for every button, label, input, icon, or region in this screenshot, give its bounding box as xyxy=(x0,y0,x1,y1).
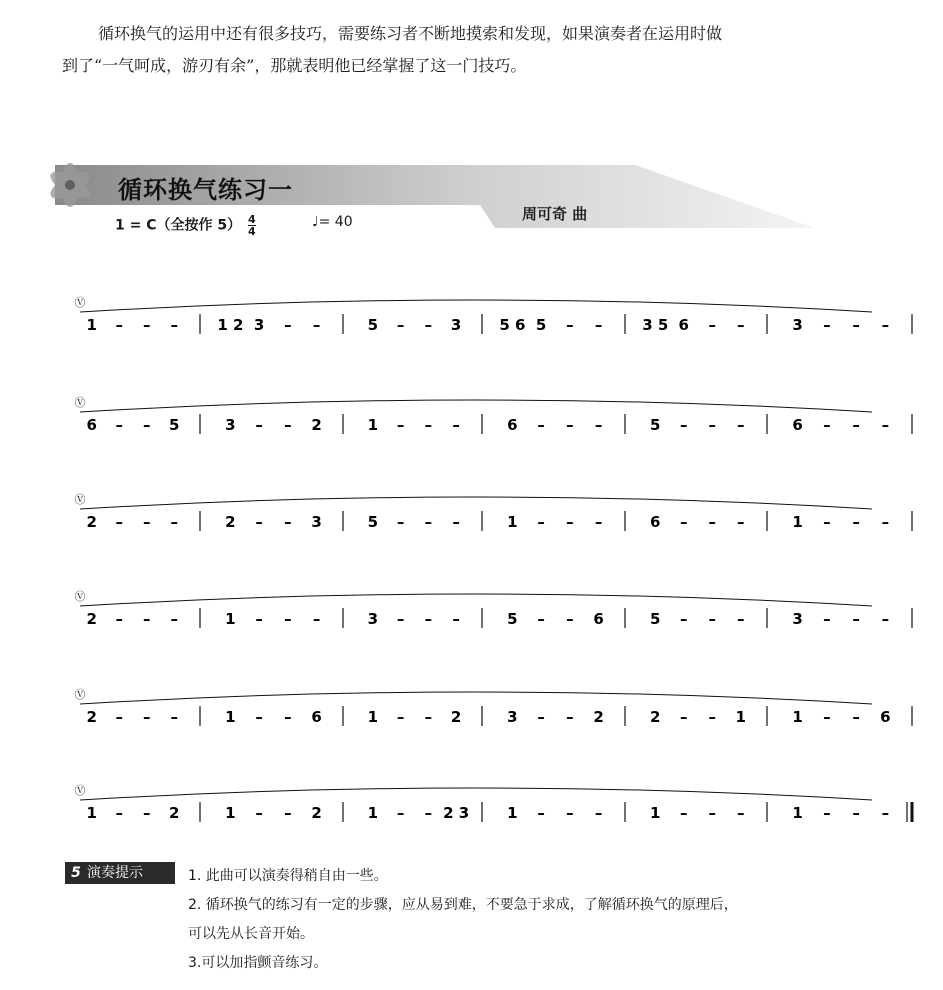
note: – xyxy=(708,610,716,628)
note: – xyxy=(424,513,433,531)
breath-mark-icon: Ⓥ xyxy=(74,493,86,506)
note: – xyxy=(170,610,178,628)
note: – xyxy=(852,416,860,434)
note: 1 xyxy=(86,804,97,822)
quarter-note-icon: ♩ xyxy=(312,214,319,230)
note: – xyxy=(396,316,405,334)
note: – xyxy=(708,804,716,822)
note: – xyxy=(255,610,263,628)
note: – xyxy=(708,513,716,531)
note: – xyxy=(396,804,405,822)
note: – xyxy=(823,610,831,628)
note: 5 xyxy=(169,416,180,434)
note: – xyxy=(680,708,688,726)
tip-2: 2. 循环换气的练习有一定的步骤，应从易到难，不要急于求成，了解循环换气的原理后， xyxy=(188,897,738,913)
note: – xyxy=(170,708,178,726)
note: 5 xyxy=(367,316,379,334)
time-denominator: 4 xyxy=(247,225,256,238)
note: – xyxy=(170,316,178,334)
note: 1 xyxy=(86,316,97,334)
note: – xyxy=(312,610,321,628)
note: – xyxy=(115,416,123,434)
note: – xyxy=(823,416,831,434)
note: – xyxy=(115,708,123,726)
note: – xyxy=(537,804,545,822)
breath-mark-icon: Ⓥ xyxy=(74,784,86,797)
note: 5 xyxy=(507,610,518,628)
slur xyxy=(80,400,872,412)
note: 1 xyxy=(225,708,236,726)
note: 1 xyxy=(792,804,803,822)
note: – xyxy=(143,804,151,822)
note: – xyxy=(566,316,574,334)
note: – xyxy=(284,316,292,334)
note: – xyxy=(708,316,716,334)
note: – xyxy=(143,708,151,726)
note: 3 xyxy=(253,316,265,334)
performance-tips xyxy=(188,862,928,978)
note: 2 3 xyxy=(443,804,470,822)
note: – xyxy=(881,804,890,822)
note: 1 xyxy=(367,804,379,822)
key-text: 1 = C（全按作 5） xyxy=(115,217,242,234)
note: 3 xyxy=(792,610,803,628)
note: 5 xyxy=(535,316,547,334)
note: – xyxy=(255,804,263,822)
note: – xyxy=(708,708,716,726)
note: 2 xyxy=(225,513,236,531)
note: – xyxy=(852,804,860,822)
note: – xyxy=(284,804,292,822)
note: 6 xyxy=(593,610,604,628)
note: 2 xyxy=(86,708,97,726)
note: 6 xyxy=(507,416,518,434)
note: 6 xyxy=(792,416,803,434)
note: 6 xyxy=(678,316,689,334)
time-numerator: 4 xyxy=(247,213,256,226)
note: 3 xyxy=(450,316,462,334)
note: 3 xyxy=(311,513,322,531)
note: 3 xyxy=(507,708,518,726)
note: – xyxy=(566,416,574,434)
note: – xyxy=(255,708,263,726)
note: 2 xyxy=(86,610,97,628)
breath-mark-icon: Ⓥ xyxy=(74,590,86,603)
note: – xyxy=(823,316,831,334)
note: – xyxy=(396,708,405,726)
note: – xyxy=(537,416,545,434)
note: – xyxy=(566,513,574,531)
intro-line-1: 循环换气的运用中还有很多技巧，需要练习者不断地摸索和发现，如果演奏者在运用时做 xyxy=(98,24,723,43)
note: – xyxy=(680,513,688,531)
slur xyxy=(80,594,872,606)
note: – xyxy=(424,708,433,726)
tips-icon: 5 xyxy=(71,865,81,881)
note: – xyxy=(115,316,123,334)
slur xyxy=(80,497,872,509)
note: – xyxy=(255,513,263,531)
note: – xyxy=(143,416,151,434)
note: – xyxy=(737,804,745,822)
slur xyxy=(80,300,872,312)
note: – xyxy=(680,610,688,628)
note: 1 xyxy=(792,513,803,531)
note: – xyxy=(396,513,405,531)
note: – xyxy=(823,513,831,531)
note: – xyxy=(424,416,433,434)
tips-badge xyxy=(65,862,175,884)
note: 2 xyxy=(169,804,180,822)
note: – xyxy=(424,804,433,822)
note: – xyxy=(708,416,716,434)
note: – xyxy=(424,610,433,628)
note: – xyxy=(284,416,292,434)
note: 3 5 xyxy=(642,316,669,334)
note: – xyxy=(115,610,123,628)
note: – xyxy=(143,513,151,531)
note: 1 xyxy=(507,513,518,531)
note: – xyxy=(680,804,688,822)
tips-badge-label: 演奏提示 xyxy=(87,865,143,881)
note: – xyxy=(737,416,745,434)
note: – xyxy=(537,610,545,628)
breath-mark-icon: Ⓥ xyxy=(74,396,86,409)
note: – xyxy=(396,416,405,434)
note: 3 xyxy=(367,610,379,628)
tempo-value: = 40 xyxy=(318,214,353,230)
note: 2 xyxy=(650,708,661,726)
note: 1 xyxy=(367,416,379,434)
note: 1 xyxy=(735,708,746,726)
note: 6 xyxy=(86,416,97,434)
tip-2-cont: 可以先从长音开始。 xyxy=(188,926,314,942)
note: – xyxy=(881,610,890,628)
note: – xyxy=(852,316,860,334)
note: – xyxy=(255,416,263,434)
note: – xyxy=(594,804,603,822)
note: 1 xyxy=(507,804,518,822)
note: – xyxy=(566,708,574,726)
note: – xyxy=(881,316,890,334)
note: – xyxy=(452,610,460,628)
note: – xyxy=(537,708,545,726)
composer: 周可奇 曲 xyxy=(522,205,588,223)
note: – xyxy=(852,708,860,726)
note: – xyxy=(284,610,292,628)
note: – xyxy=(594,416,603,434)
note: – xyxy=(566,610,574,628)
note: – xyxy=(881,416,890,434)
note: 2 xyxy=(311,804,322,822)
breath-mark-icon: Ⓥ xyxy=(74,296,86,309)
note: 2 xyxy=(86,513,97,531)
note: 1 xyxy=(650,804,661,822)
note: – xyxy=(452,416,460,434)
note: – xyxy=(566,804,574,822)
note: 5 xyxy=(650,416,661,434)
note: 2 xyxy=(311,416,322,434)
note: 3 xyxy=(792,316,803,334)
note: – xyxy=(823,804,831,822)
slur xyxy=(80,692,872,704)
note: 6 xyxy=(650,513,661,531)
note: 1 xyxy=(367,708,379,726)
note: – xyxy=(396,610,405,628)
note: – xyxy=(115,804,123,822)
note: 1 xyxy=(792,708,803,726)
tip-3: 3.可以加指颤音练习。 xyxy=(188,955,328,971)
note: – xyxy=(680,416,688,434)
note: – xyxy=(852,513,860,531)
note: – xyxy=(594,316,603,334)
note: – xyxy=(424,316,433,334)
note: – xyxy=(284,708,292,726)
slur xyxy=(80,788,872,800)
note: 5 xyxy=(367,513,379,531)
note: – xyxy=(143,316,151,334)
intro-line-2: 到了“一气呵成，游刃有余”，那就表明他已经掌握了这一门技巧。 xyxy=(62,56,527,75)
note: – xyxy=(737,316,745,334)
note: – xyxy=(852,610,860,628)
note: 6 xyxy=(880,708,891,726)
breath-mark-icon: Ⓥ xyxy=(74,688,86,701)
note: – xyxy=(452,513,460,531)
note: – xyxy=(737,610,745,628)
note: 1 xyxy=(225,804,236,822)
note: 3 xyxy=(225,416,236,434)
note: – xyxy=(737,513,745,531)
tip-1: 1. 此曲可以演奏得稍自由一些。 xyxy=(188,868,388,884)
note: 1 xyxy=(225,610,236,628)
piece-title: 循环换气练习一 xyxy=(118,176,293,204)
note: – xyxy=(823,708,831,726)
note: – xyxy=(170,513,178,531)
note: 2 xyxy=(450,708,462,726)
note: – xyxy=(143,610,151,628)
note: 2 xyxy=(593,708,604,726)
note: – xyxy=(115,513,123,531)
note: 5 xyxy=(650,610,661,628)
note: 6 xyxy=(311,708,322,726)
note: – xyxy=(284,513,292,531)
note: – xyxy=(537,513,545,531)
note: 5 6 xyxy=(499,316,526,334)
note: – xyxy=(594,513,603,531)
note: – xyxy=(312,316,321,334)
note: 1 2 xyxy=(217,316,244,334)
note: – xyxy=(881,513,890,531)
